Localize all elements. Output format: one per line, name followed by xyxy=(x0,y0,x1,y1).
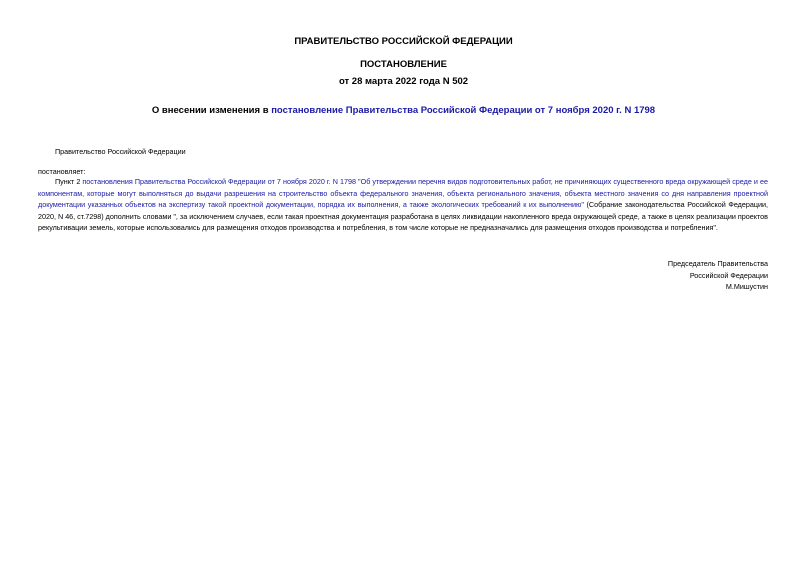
body-link[interactable]: постановления Правительства Российской Федерации от 7 ноября 2020 г. N 1798 "Об утверждении перечня видов подготовительных работ, не причиняющих существенного вреда окружающей среде и ее компонентам, которые могут выполняться до выдачи разрешения на строительство объекта федерального значения, объекта регионального значения, объекта местного значения со дня направления проектной документации указанных объектов на экспертизу такой проектной документации, порядка их выполнения, а также экологических требований к их выполнению" xyxy=(38,177,768,210)
signature-line1: Председатель Правительства xyxy=(667,259,768,268)
body-paragraph xyxy=(38,176,768,234)
title-prefix: О внесении изменения в xyxy=(151,105,272,116)
title-link[interactable]: постановление Правительства Российской Федерации от 7 ноября 2020 г. N 1798 xyxy=(271,105,656,116)
body-part2: (Собрание законодательства Российской Федерации, 2020, N 46, ст.7298) дополнить словами ", за исключением случаев, если такая проектная документация разработана в целях ликвидации накопленного вреда окружающей среде, а также в целях реализации проектов рекультивации земель, которые использовались для размещения отходов производства и потребления, в том числе которые не предназначались для размещения отходов производства и потребления". xyxy=(38,200,768,233)
government-header: ПРАВИТЕЛЬСТВО РОССИЙСКОЙ ФЕДЕРАЦИИ xyxy=(294,36,513,47)
preamble-government: Правительство Российской Федерации xyxy=(55,147,186,156)
signature-line3: М.Мишустин xyxy=(725,282,768,292)
signature-block xyxy=(668,258,768,293)
document-title xyxy=(0,105,807,116)
document-type: ПОСТАНОВЛЕНИЕ xyxy=(360,59,447,70)
body-part1: Пункт 2 xyxy=(55,177,83,186)
document-date-number: от 28 марта 2022 года N 502 xyxy=(338,76,469,87)
signature-line2: Российской Федерации xyxy=(689,270,768,280)
preamble-decrees: постановляет: xyxy=(38,167,86,176)
